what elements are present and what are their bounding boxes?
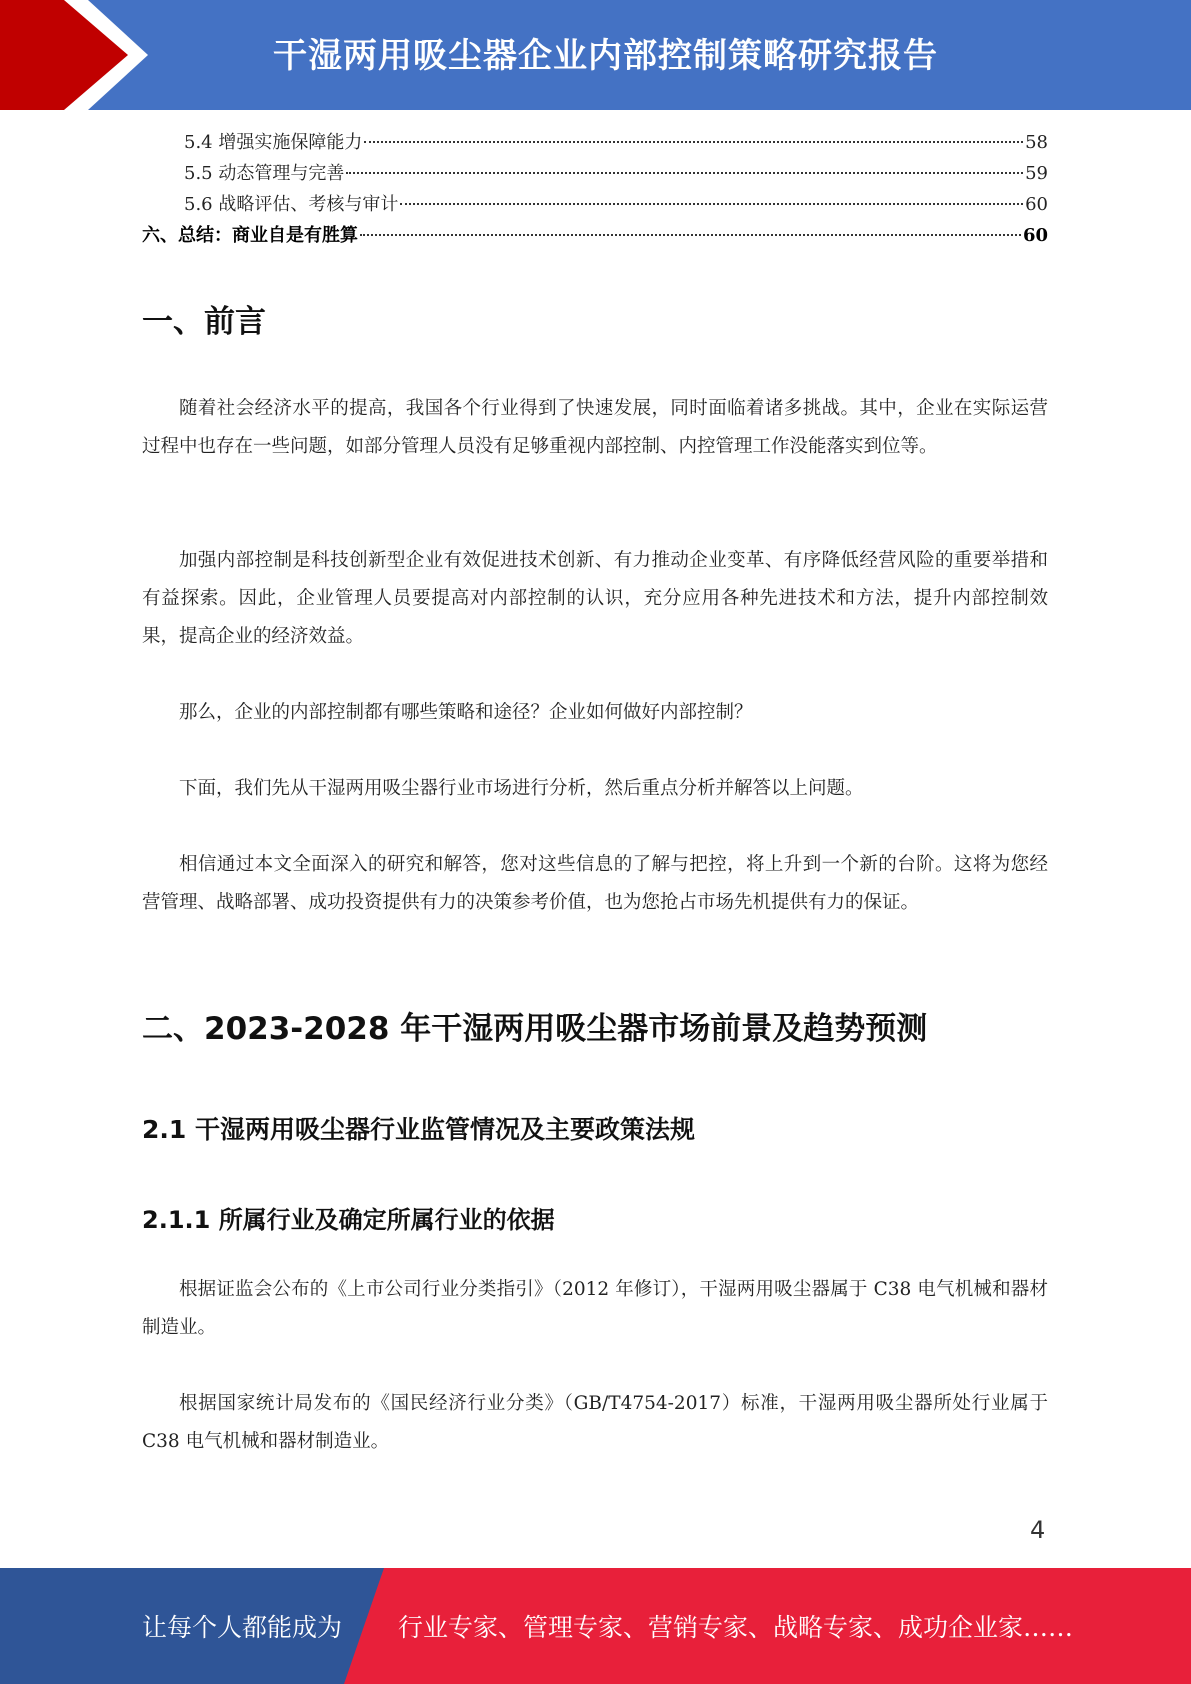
paragraph: 那么，企业的内部控制都有哪些策略和途径？企业如何做好内部控制？ <box>179 702 753 723</box>
toc-entry-title: 5.5 动态管理与完善 <box>184 163 345 184</box>
paragraph: 加强内部控制是科技创新型企业有效促进技术创新、有力推动企业变革、有序降低经营风险的重要举措和有益探索。因此，企业管理人员要提高对内部控制的认识，充分应用各种先进技术和方法，提升内部控制效果，提高企业的经济效益。 <box>142 550 1048 647</box>
toc-entry[interactable] <box>142 128 1048 159</box>
toc-entry[interactable] <box>142 221 1048 252</box>
toc-leader <box>400 203 1023 205</box>
toc-entry-title: 5.4 增强实施保障能力 <box>184 132 363 153</box>
toc-entry[interactable] <box>142 159 1048 190</box>
footer-banner <box>0 1568 1191 1684</box>
paragraph: 下面，我们先从干湿两用吸尘器行业市场进行分析，然后重点分析并解答以上问题。 <box>179 778 864 799</box>
table-of-contents <box>142 128 1048 252</box>
section-heading-intro: 一、前言 <box>142 304 266 340</box>
toc-entry-page: 60 <box>1025 194 1048 215</box>
footer-slogan-right: 行业专家、管理专家、营销专家、战略专家、成功企业家…… <box>398 1613 1074 1642</box>
paragraph: 相信通过本文全面深入的研究和解答，您对这些信息的了解与把控，将上升到一个新的台阶。这将为您经营管理、战略部署、成功投资提供有力的决策参考价值，也为您抢占市场先机提供有力的保证。 <box>142 854 1048 913</box>
toc-entry-title: 六、总结：商业自是有胜算 <box>142 225 358 246</box>
toc-leader <box>360 234 1021 236</box>
section-heading-market: 二、2023-2028 年干湿两用吸尘器市场前景及趋势预测 <box>142 1011 928 1047</box>
toc-entry[interactable] <box>142 190 1048 221</box>
toc-entry-page: 59 <box>1025 163 1048 184</box>
toc-entry-page: 60 <box>1022 225 1048 246</box>
toc-entry-title: 5.6 战略评估、考核与审计 <box>184 194 399 215</box>
footer-slogan-left: 让每个人都能成为 <box>142 1613 343 1642</box>
subsubsection-heading: 2.1.1 所属行业及确定所属行业的依据 <box>142 1206 555 1234</box>
page-number: 4 <box>1030 1516 1046 1544</box>
paragraph: 根据证监会公布的《上市公司行业分类指引》（2012 年修订），干湿两用吸尘器属于 C38 电气机械和器材制造业。 <box>142 1279 1048 1338</box>
report-title: 干湿两用吸尘器企业内部控制策略研究报告 <box>273 35 938 76</box>
toc-leader <box>364 141 1023 143</box>
header-banner <box>0 0 1191 110</box>
toc-entry-page: 58 <box>1025 132 1048 153</box>
subsection-heading: 2.1 干湿两用吸尘器行业监管情况及主要政策法规 <box>142 1115 695 1144</box>
paragraph: 随着社会经济水平的提高，我国各个行业得到了快速发展，同时面临着诸多挑战。其中，企业在实际运营过程中也存在一些问题，如部分管理人员没有足够重视内部控制、内控管理工作没能落实到位等。 <box>142 398 1048 457</box>
toc-leader <box>346 172 1023 174</box>
paragraph: 根据国家统计局发布的《国民经济行业分类》（GB/T4754-2017）标准，干湿两用吸尘器所处行业属于 C38 电气机械和器材制造业。 <box>142 1393 1048 1452</box>
